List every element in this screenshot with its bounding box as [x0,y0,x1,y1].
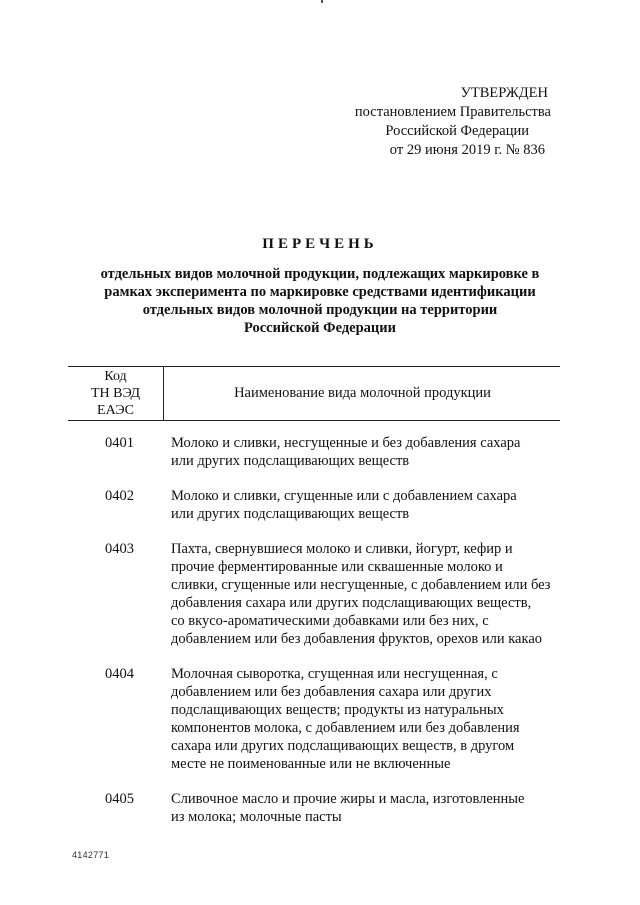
description-line: Молоко и сливки, несгущенные и без добавления сахара [171,435,521,451]
approval-line-1: постановлением Правительства [354,104,551,120]
table-row [68,434,560,470]
description-line: компонентов молока, с добавлением или без добавления [171,720,520,736]
description-line: Сливочное масло и прочие жиры и масла, изготовленные [171,791,525,807]
row-description [171,434,551,470]
row-description [171,665,551,773]
description-line: Молоко и сливки, сгущенные или с добавлением сахара [171,488,517,504]
subtitle-line: Российской Федерации [243,320,396,336]
code-header-line: ЕАЭС [97,403,134,418]
name-column-header: Наименование вида молочной продукции [234,385,491,401]
table-row [68,665,560,773]
document-number: 4142771 [72,850,110,860]
description-line: добавлением или без добавления фруктов, орехов или какао [171,631,543,647]
description-line: сливки, сгущенные или несгущенные, с добавлением или без [171,577,551,593]
code-header-line: Код [104,369,127,384]
row-code: 0401 [105,435,134,451]
description-line: Молочная сыворотка, сгущенная или несгущенная, с [171,666,498,682]
row-code: 0405 [105,791,134,807]
code-column-header [68,367,164,420]
description-line: Пахта, свернувшиеся молоко и сливки, йогурт, кефир и [171,541,513,557]
description-line: подслащивающих веществ; продукты из натуральных [171,702,504,718]
row-description [171,790,551,826]
row-code: 0404 [105,666,134,682]
approval-line-2: Российской Федерации [385,123,529,139]
description-line: месте не поименованные или не включенные [171,756,451,772]
table-row [68,540,560,648]
row-description [171,540,551,648]
table-body [68,434,560,843]
subtitle-line: рамках эксперимента по маркировке средствами идентификации [104,284,536,300]
row-description [171,487,551,523]
description-line: или других подслащивающих веществ [171,506,410,522]
description-line: со вкусо-ароматическими добавками или без них, с [171,613,489,629]
document-subtitle [80,265,560,337]
table-row [68,790,560,826]
document-title: ПЕРЕЧЕНЬ [262,236,378,252]
code-header-line: ТН ВЭД [90,386,141,401]
approval-word: УТВЕРЖДЕН [460,85,548,101]
row-code: 0402 [105,488,134,504]
table-row [68,487,560,523]
description-line: добавления сахара или других подслащивающих веществ, [171,595,532,611]
description-line: прочие ферментированные или сквашенные молоко и [171,559,503,575]
approval-block [321,84,551,160]
subtitle-line: отдельных видов молочной продукции, подлежащих маркировке в [100,266,540,282]
description-line: из молока; молочные пасты [171,809,342,825]
description-line: сахара или других подслащивающих веществ, в другом [171,738,515,754]
subtitle-line: отдельных видов молочной продукции на территории [142,302,498,318]
table-header [68,366,560,421]
approval-line-3: от 29 июня 2019 г. № 836 [389,142,545,158]
description-line: или других подслащивающих веществ [171,453,410,469]
page-mark [321,0,323,3]
description-line: добавлением или без добавления сахара или других [171,684,492,700]
row-code: 0403 [105,541,134,557]
